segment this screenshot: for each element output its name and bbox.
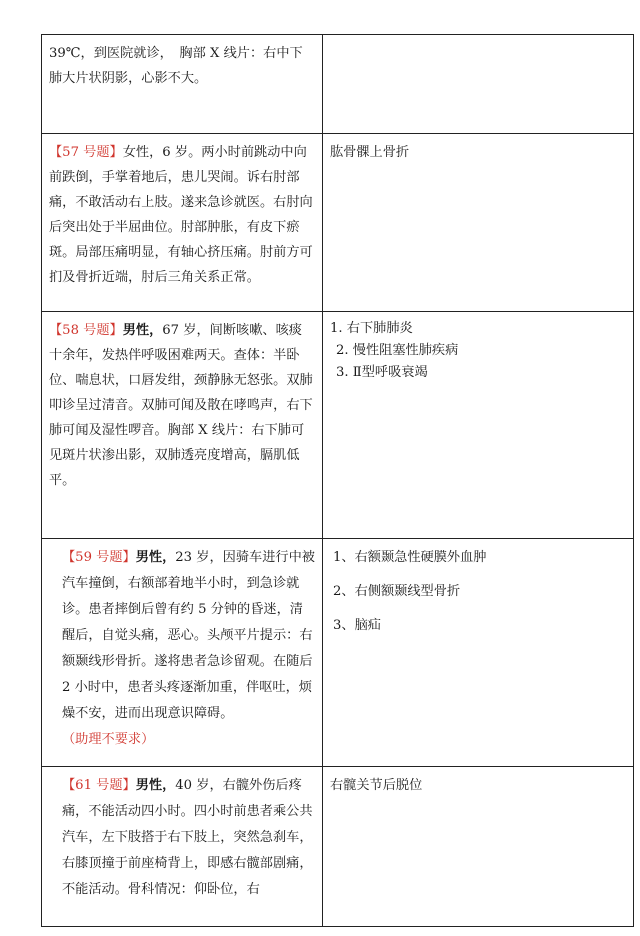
table-row [42,134,634,312]
question-text: 67 岁，间断咳嗽、咳痰十余年，发热伴呼吸困难两天。查体：半卧位、喘息状，口唇发绀，颈静脉无怒张。双肺叩诊呈过清音。双肺可闻及散在哮鸣声，右下肺可闻及湿性啰音。胸部 X 线片：右下肺可见斑片状渗出影，双肺透亮度增高，膈肌低平。 [49,323,313,488]
case-table [41,34,634,927]
question-number: 【58 号题】 [49,323,123,338]
question-number: 【61 号题】 [62,778,136,793]
answer-item: 右髋关节后脱位 [330,778,423,793]
question-cell [42,767,323,927]
question-cell [42,35,323,134]
question-text: 女性，6 岁。两小时前跳动中向前跌倒，手掌着地后，患儿哭闹。诉右肘部痛，不敢活动右上肢。遂来急诊就医。右肘向后突出处于半屈曲位。肘部肿胀，有皮下瘀斑。局部压痛明显，有轴心挤压痛。肘前方可扪及骨折近端，肘后三角关系正常。 [49,145,313,285]
table-row [42,35,634,134]
question-text: 39℃，到医院就诊， 胸部 X 线片：右中下肺大片状阴影，心影不大。 [49,46,303,86]
answer-cell [323,767,634,927]
question-text: 40 岁，右髋外伤后疼痛，不能活动四小时。四小时前患者乘公共汽车，左下肢搭于右下肢上，突然急刹车，右膝顶撞于前座椅背上，即感右髋部剧痛，不能活动。骨科情况：仰卧位，右 [62,778,313,897]
answer-item: 2、右侧额颞线型骨折 [333,584,461,599]
question-cell [42,134,323,312]
question-cell [42,539,323,767]
spacer [333,604,626,613]
answer-item: 肱骨髁上骨折 [330,145,410,160]
answer-item: 3、脑疝 [333,618,381,633]
table-row [42,539,634,767]
table-row [42,312,634,539]
patient-label: 男性， [135,550,176,565]
spacer [333,570,626,579]
question-number: 【59 号题】 [62,550,136,565]
answer-item: 1. 右下肺肺炎 [330,321,413,336]
answer-cell [323,134,634,312]
patient-label: 男性， [122,323,163,338]
answer-cell [323,539,634,767]
answer-cell [323,35,634,134]
question-text: 23 岁，因骑车进行中被汽车撞倒，右额部着地半小时，到急诊就诊。患者摔倒后曾有约 5 分钟的昏迷，清醒后，自觉头痛，恶心。头颅平片提示：右额颞线形骨折。遂将患者急诊留观。在随后 2 小时中，患者头疼逐渐加重，伴呕吐，烦燥不安，进而出现意识障碍。 [62,550,315,721]
question-cell [42,312,323,539]
answer-cell [323,312,634,539]
answer-item: 3. Ⅱ型呼吸衰竭 [336,365,428,380]
assistant-note: （助理不要求） [62,732,155,747]
answer-item: 2. 慢性阻塞性肺疾病 [336,343,459,358]
question-number: 【57 号题】 [49,145,123,160]
patient-label: 男性， [135,778,176,793]
table-row [42,767,634,927]
answer-item: 1、右额颞急性硬膜外血肿 [333,550,487,565]
